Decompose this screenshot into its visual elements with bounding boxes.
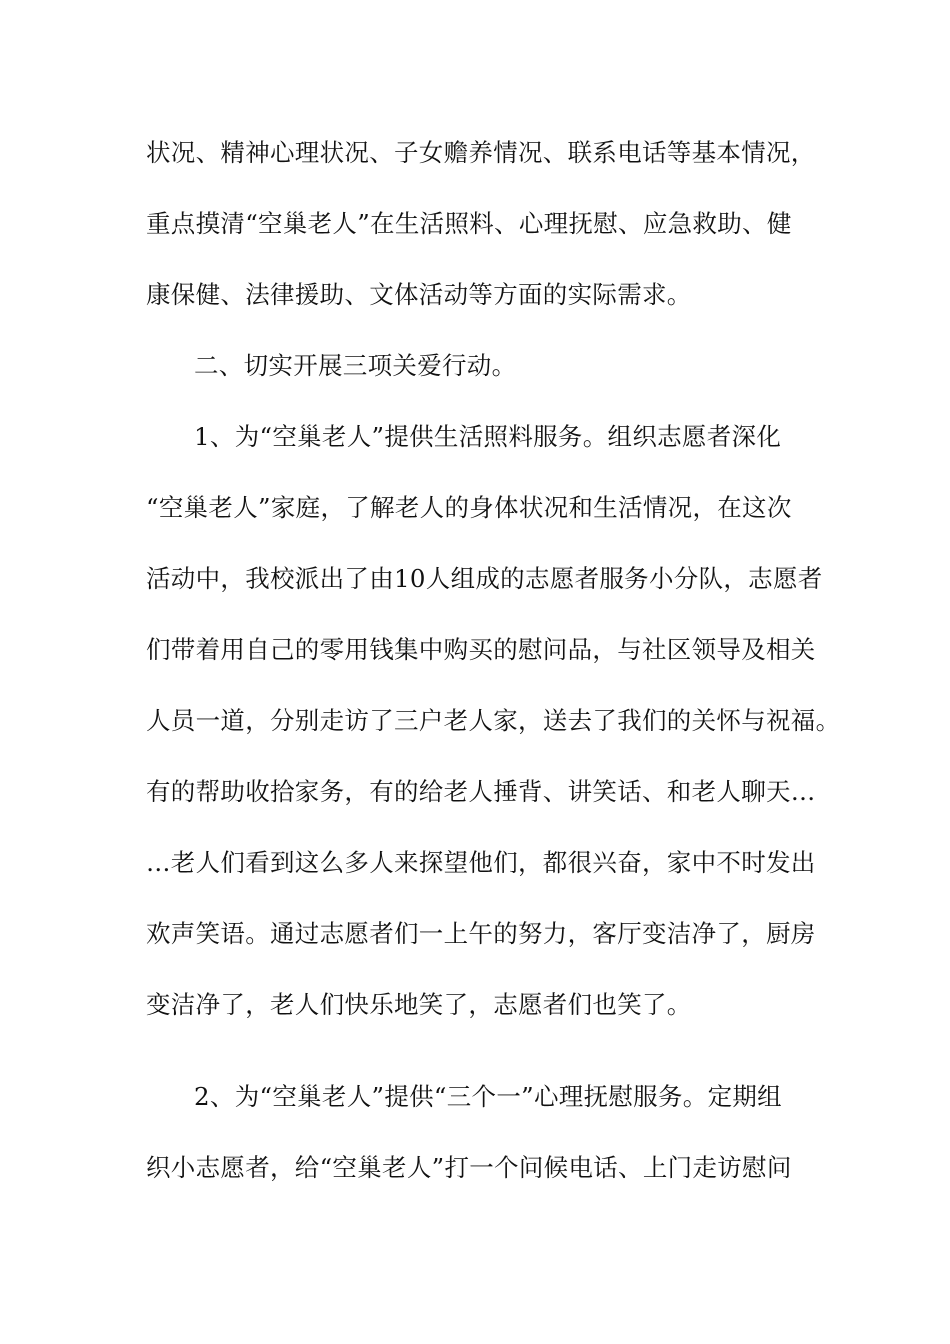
text-line: 们带着用自己的零用钱集中购买的慰问品，与社区领导及相关 [146, 635, 816, 664]
text-line: 状况、精神心理状况、子女赡养情况、联系电话等基本情况， [146, 138, 816, 167]
text-line: 重点摸清“空巢老人”在生活照料、心理抚慰、应急救助、健 [146, 209, 792, 238]
text-line: “空巢老人”家庭，了解老人的身体状况和生活情况，在这次 [146, 493, 792, 522]
text-line: 织小志愿者，给“空巢老人”打一个问候电话、上门走访慰问 [146, 1153, 792, 1182]
text-line: 活动中，我校派出了由10人组成的志愿者服务小分队，志愿者 [146, 564, 823, 593]
text-line: …老人们看到这么多人来探望他们，都很兴奋，家中不时发出 [146, 848, 816, 877]
text-line: 1、为“空巢老人”提供生活照料服务。组织志愿者深化 [194, 422, 782, 451]
text-line: 2、为“空巢老人”提供“三个一”心理抚慰服务。定期组 [194, 1082, 782, 1111]
text-line: 人员一道，分别走访了三户老人家，送去了我们的关怀与祝福。 [146, 706, 841, 735]
text-line: 康保健、法律援助、文体活动等方面的实际需求。 [146, 280, 692, 309]
section-heading: 二、切实开展三项关爱行动。 [194, 351, 517, 380]
text-line: 有的帮助收拾家务，有的给老人捶背、讲笑话、和老人聊天… [146, 777, 816, 806]
text-line: 欢声笑语。通过志愿者们一上午的努力，客厅变洁净了，厨房 [146, 919, 816, 948]
text-line: 变洁净了，老人们快乐地笑了，志愿者们也笑了。 [146, 990, 692, 1019]
